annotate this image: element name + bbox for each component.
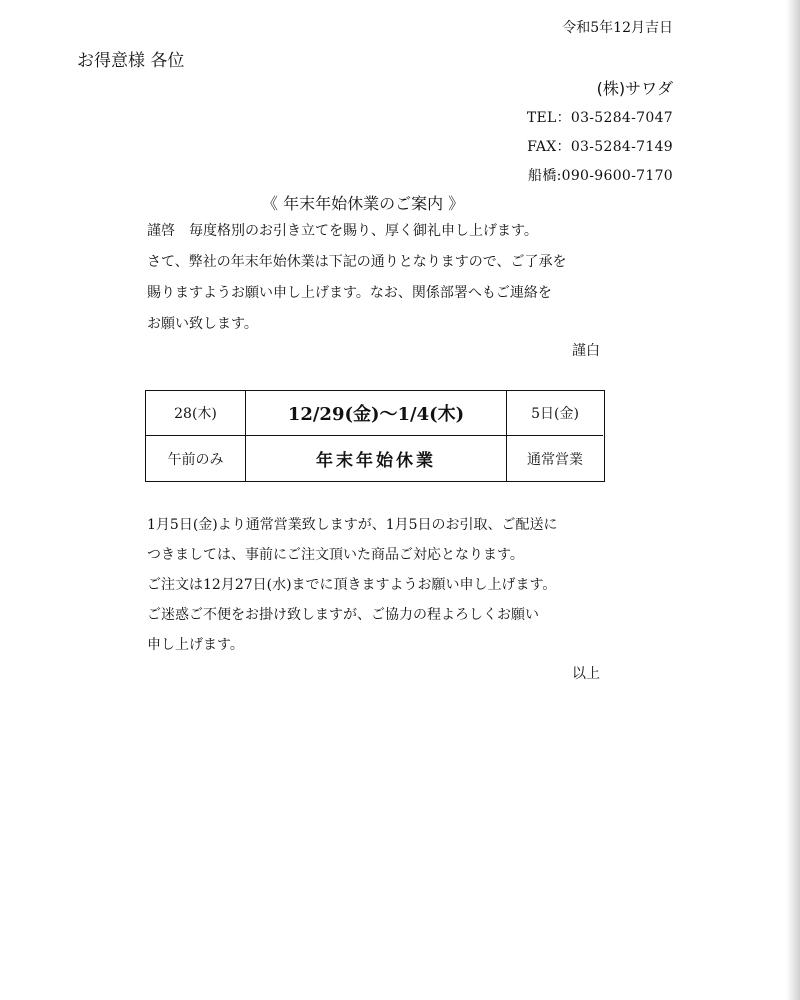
schedule-before-date: 28(木): [146, 391, 246, 436]
schedule-before-note: 午前のみ: [146, 436, 246, 481]
intro-line: 賜りますようお願い申し上げます。なお、関係部署へもご連絡を: [147, 285, 552, 301]
notice-line: ご注文は12月27日(水)までに頂きますようお願い申し上げます。: [147, 577, 557, 593]
intro-line: さて、弊社の年末年始休業は下記の通りとなりますので、ご了承を: [147, 254, 567, 270]
intro-line: 謹啓 毎度格別のお引き立てを賜り、厚く御礼申し上げます。: [147, 223, 538, 239]
addressee: お得意様 各位: [77, 51, 185, 71]
notice-title: 《 年末年始休業のご案内 》: [262, 194, 465, 213]
notice-line: 申し上げます。: [147, 637, 244, 653]
schedule-after-date: 5日(金): [507, 391, 603, 436]
notice-line: ご迷惑ご不便をお掛け致しますが、ご協力の程よろしくお願い: [147, 607, 539, 623]
notice-line: つきましては、事前にご注文頂いた商品ご対応となります。: [147, 547, 524, 563]
notice-paragraph: [147, 514, 558, 664]
schedule-closed-label: 年末年始休業: [246, 436, 507, 481]
sender-company: (株)サワダ: [596, 79, 673, 98]
closing-ijou: 以上: [572, 666, 600, 682]
intro-paragraph: [147, 220, 566, 344]
closing-kinpaku: 謹白: [572, 343, 600, 359]
schedule-closed-range: 12/29(金)～1/4(木): [246, 391, 507, 436]
holiday-schedule-table: [145, 390, 605, 482]
schedule-after-note: 通常営業: [527, 451, 583, 468]
sender-funabashi-phone: 船橋:090-9600-7170: [528, 168, 673, 184]
intro-line: お願い致します。: [147, 316, 258, 332]
sender-fax: FAX：03-5284-7149: [527, 139, 673, 155]
sender-tel: TEL：03-5284-7047: [526, 110, 673, 126]
notice-line: 1月5日(金)より通常営業致しますが、1月5日のお引取、ご配送に: [147, 517, 558, 533]
letter-date: 令和5年12月吉日: [562, 20, 673, 36]
page-edge-shadow: [786, 0, 800, 1000]
